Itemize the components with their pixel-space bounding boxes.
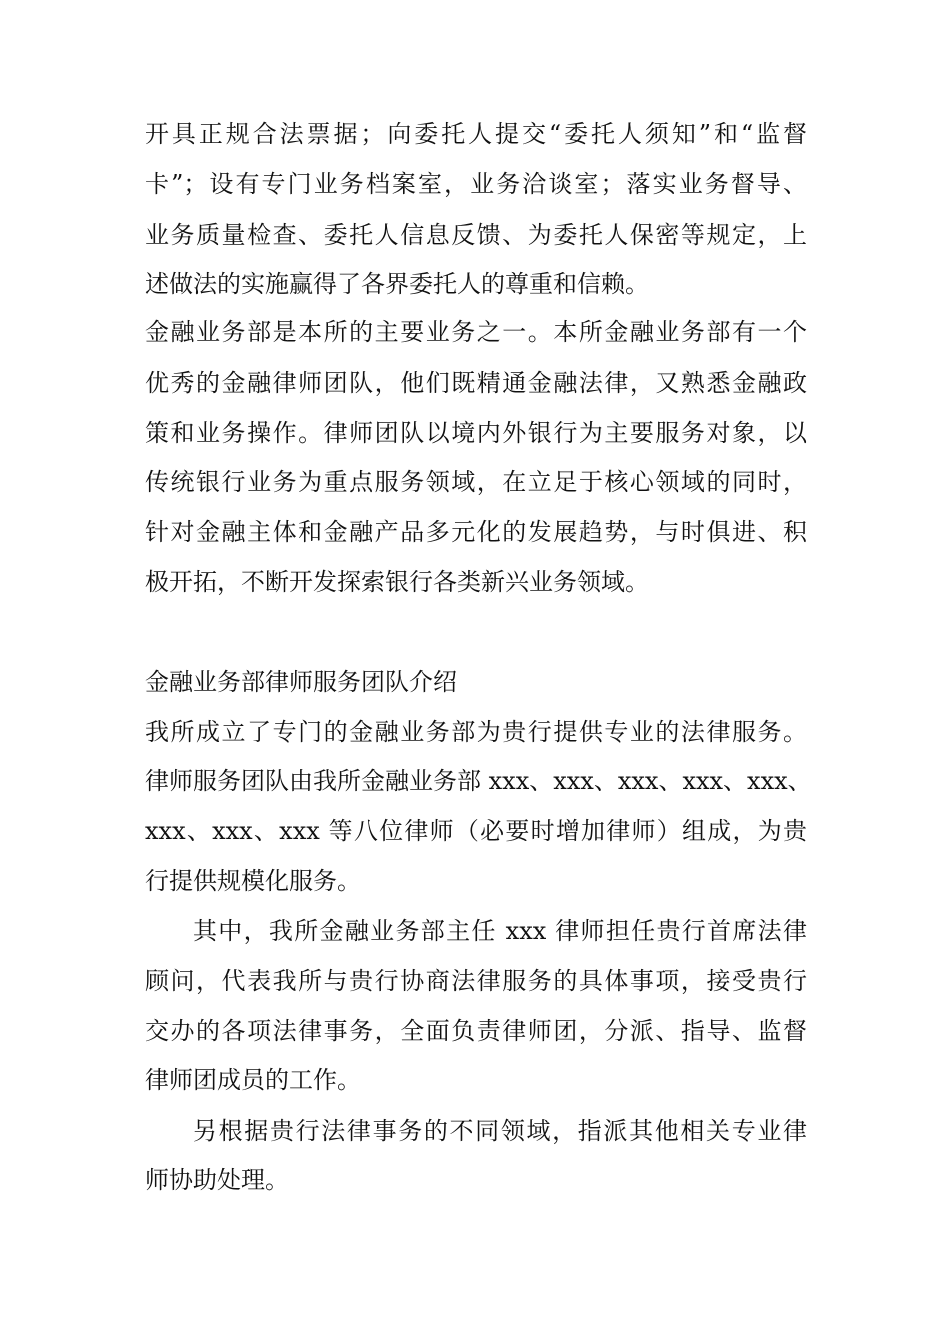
paragraph-2-line-1: 金融业务部是本所的主要业务之一。本所金融业务部有一个 bbox=[145, 318, 807, 346]
paragraph-2-line-4: 传统银行业务为重点服务领域，在立足于核心领域的同时， bbox=[145, 468, 807, 496]
paragraph-1-line-1: 开具正规合法票据；向委托人提交“委托人须知”和“监督 bbox=[145, 120, 807, 148]
paragraph-4-line-4: 律师团成员的工作。 bbox=[145, 1066, 361, 1094]
paragraph-4-line-1: 其中，我所金融业务部主任 xxx 律师担任贵行首席法律 bbox=[193, 917, 807, 945]
paragraph-1-line-4: 述做法的实施赢得了各界委托人的尊重和信赖。 bbox=[145, 270, 649, 298]
paragraph-2-line-6: 极开拓，不断开发探索银行各类新兴业务领域。 bbox=[145, 568, 649, 596]
paragraph-3-line-4: 行提供规模化服务。 bbox=[145, 867, 361, 895]
paragraph-2-line-2: 优秀的金融律师团队，他们既精通金融法律，又熟悉金融政 bbox=[145, 369, 807, 397]
paragraph-1-line-3: 业务质量检查、委托人信息反馈、为委托人保密等规定，上 bbox=[145, 221, 807, 249]
paragraph-2-line-3: 策和业务操作。律师团队以境内外银行为主要服务对象，以 bbox=[145, 419, 807, 447]
paragraph-1-line-2: 卡”；设有专门业务档案室，业务洽谈室；落实业务督导、 bbox=[145, 170, 807, 198]
paragraph-3-line-1: 我所成立了专门的金融业务部为贵行提供专业的法律服务。 bbox=[145, 718, 807, 746]
paragraph-4-line-2: 顾问，代表我所与贵行协商法律服务的具体事项，接受贵行 bbox=[145, 967, 807, 995]
paragraph-4-line-3: 交办的各项法律事务，全面负责律师团，分派、指导、监督 bbox=[145, 1017, 807, 1045]
paragraph-3-line-3: xxx、xxx、xxx 等八位律师（必要时增加律师）组成，为贵 bbox=[145, 817, 807, 845]
paragraph-5-line-2: 师协助处理。 bbox=[145, 1166, 289, 1194]
paragraph-2-line-5: 针对金融主体和金融产品多元化的发展趋势，与时俱进、积 bbox=[145, 518, 807, 546]
section-heading: 金融业务部律师服务团队介绍 bbox=[145, 668, 457, 696]
paragraph-5-line-1: 另根据贵行法律事务的不同领域，指派其他相关专业律 bbox=[193, 1117, 807, 1145]
paragraph-3-line-2: 律师服务团队由我所金融业务部 xxx、xxx、xxx、xxx、xxx、 bbox=[145, 767, 812, 795]
